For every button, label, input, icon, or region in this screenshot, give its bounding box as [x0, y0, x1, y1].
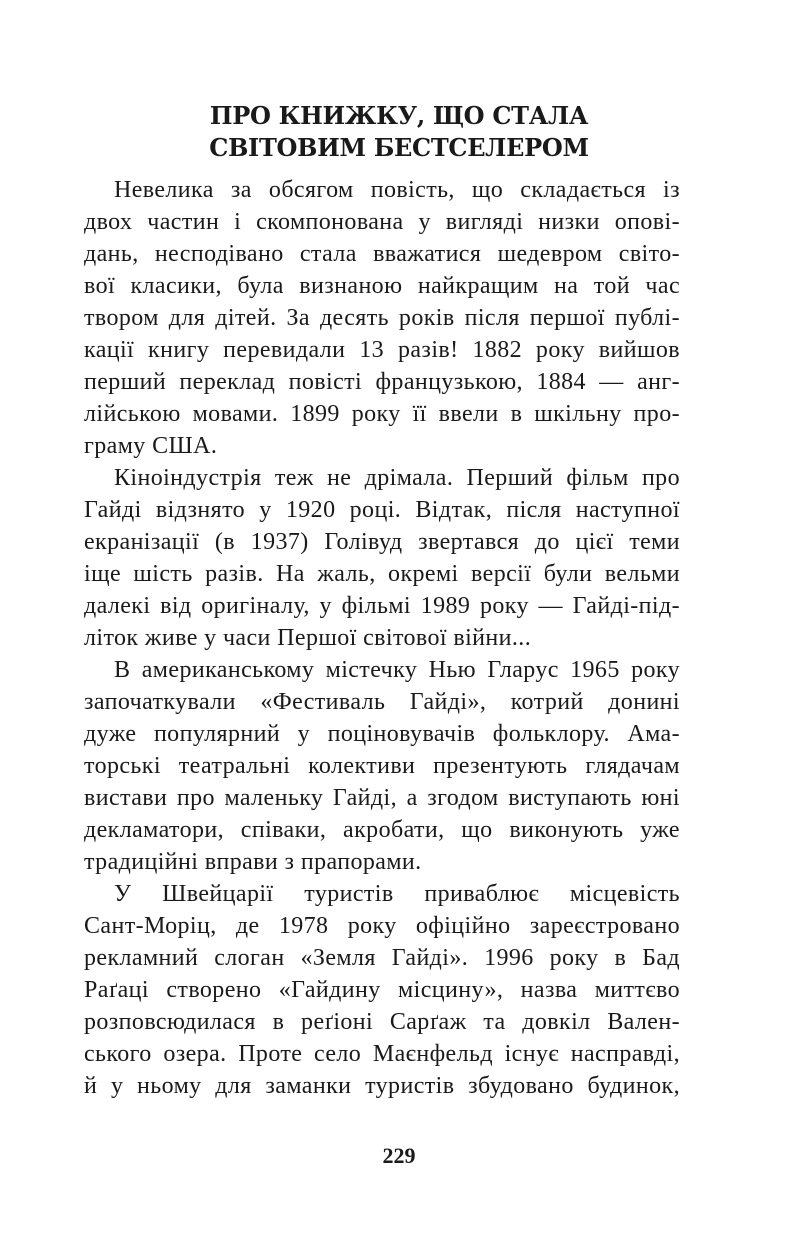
text-line: дань, несподівано стала вважатися шедевром світо- [84, 241, 680, 267]
text-line: екранізації (в 1937) Голівуд звертався до цієї теми [84, 529, 680, 555]
chapter-title-line-2: СВІТОВИМ БЕСТСЕЛЕРОМ [209, 133, 589, 162]
text-line: започаткували «Фестиваль Гайді», котрий донині [84, 689, 680, 715]
text-line: Гайді відзнято у 1920 році. Відтак, після наступної [84, 497, 680, 523]
text-line: іще шість разів. На жаль, окремі версії були вельми [84, 561, 680, 587]
text-line: Сант-Моріц, де 1978 року офіційно зареєстровано [84, 913, 680, 939]
text-line: двох частин і скомпонована у вигляді низки опові- [84, 209, 680, 235]
text-line: літок живе у часи Першої світової війни... [84, 625, 532, 651]
text-line: традиційні вправи з прапорами. [84, 849, 422, 875]
chapter-title-line-1: ПРО КНИЖКУ, ЩО СТАЛА [209, 101, 589, 130]
text-line: В американському містечку Нью Гларус 1965 року [114, 657, 680, 683]
text-line: Невелика за обсягом повість, що складається із [114, 177, 680, 203]
text-line: ського озера. Проте село Маєнфельд існує насправді, [84, 1041, 680, 1067]
text-line: У Швейцарії туристів приваблює місцевість [114, 881, 680, 907]
text-line: вистави про маленьку Гайді, а згодом виступають юні [84, 785, 680, 811]
text-line: вої класики, була визнаною найкращим на той час [84, 273, 680, 299]
text-line: Кіноіндустрія теж не дрімала. Перший фільм про [114, 465, 680, 491]
text-line: декламатори, співаки, акробати, що виконують уже [84, 817, 680, 843]
text-line: граму США. [84, 433, 218, 459]
text-line: дуже популярний у поціновувачів фольклору. Ама- [84, 721, 680, 747]
text-line: розповсюдилася в реґіоні Сарґаж та довкіл Вален- [84, 1009, 680, 1035]
body-text [84, 174, 680, 1102]
text-line: й у ньому для заманки туристів збудовано будинок, [84, 1073, 680, 1099]
text-line: торські театральні колективи презентують глядачам [84, 753, 680, 779]
text-line: Раґаці створено «Гайдину місцину», назва миттєво [84, 977, 680, 1003]
text-line: рекламний слоган «Земля Гайді». 1996 року в Бад [84, 945, 680, 971]
text-line: кації книгу перевидали 13 разів! 1882 року вийшов [84, 337, 680, 363]
page-number: 229 [382, 1143, 416, 1168]
text-line: далекі від оригіналу, у фільмі 1989 року — Гайді-під- [84, 593, 680, 619]
text-line: твором для дітей. За десять років після першої публі- [84, 305, 680, 331]
text-line: перший переклад повісті французькою, 1884 — анг- [84, 369, 680, 395]
text-line: лійською мовами. 1899 року її ввели в шкільну про- [84, 401, 680, 427]
